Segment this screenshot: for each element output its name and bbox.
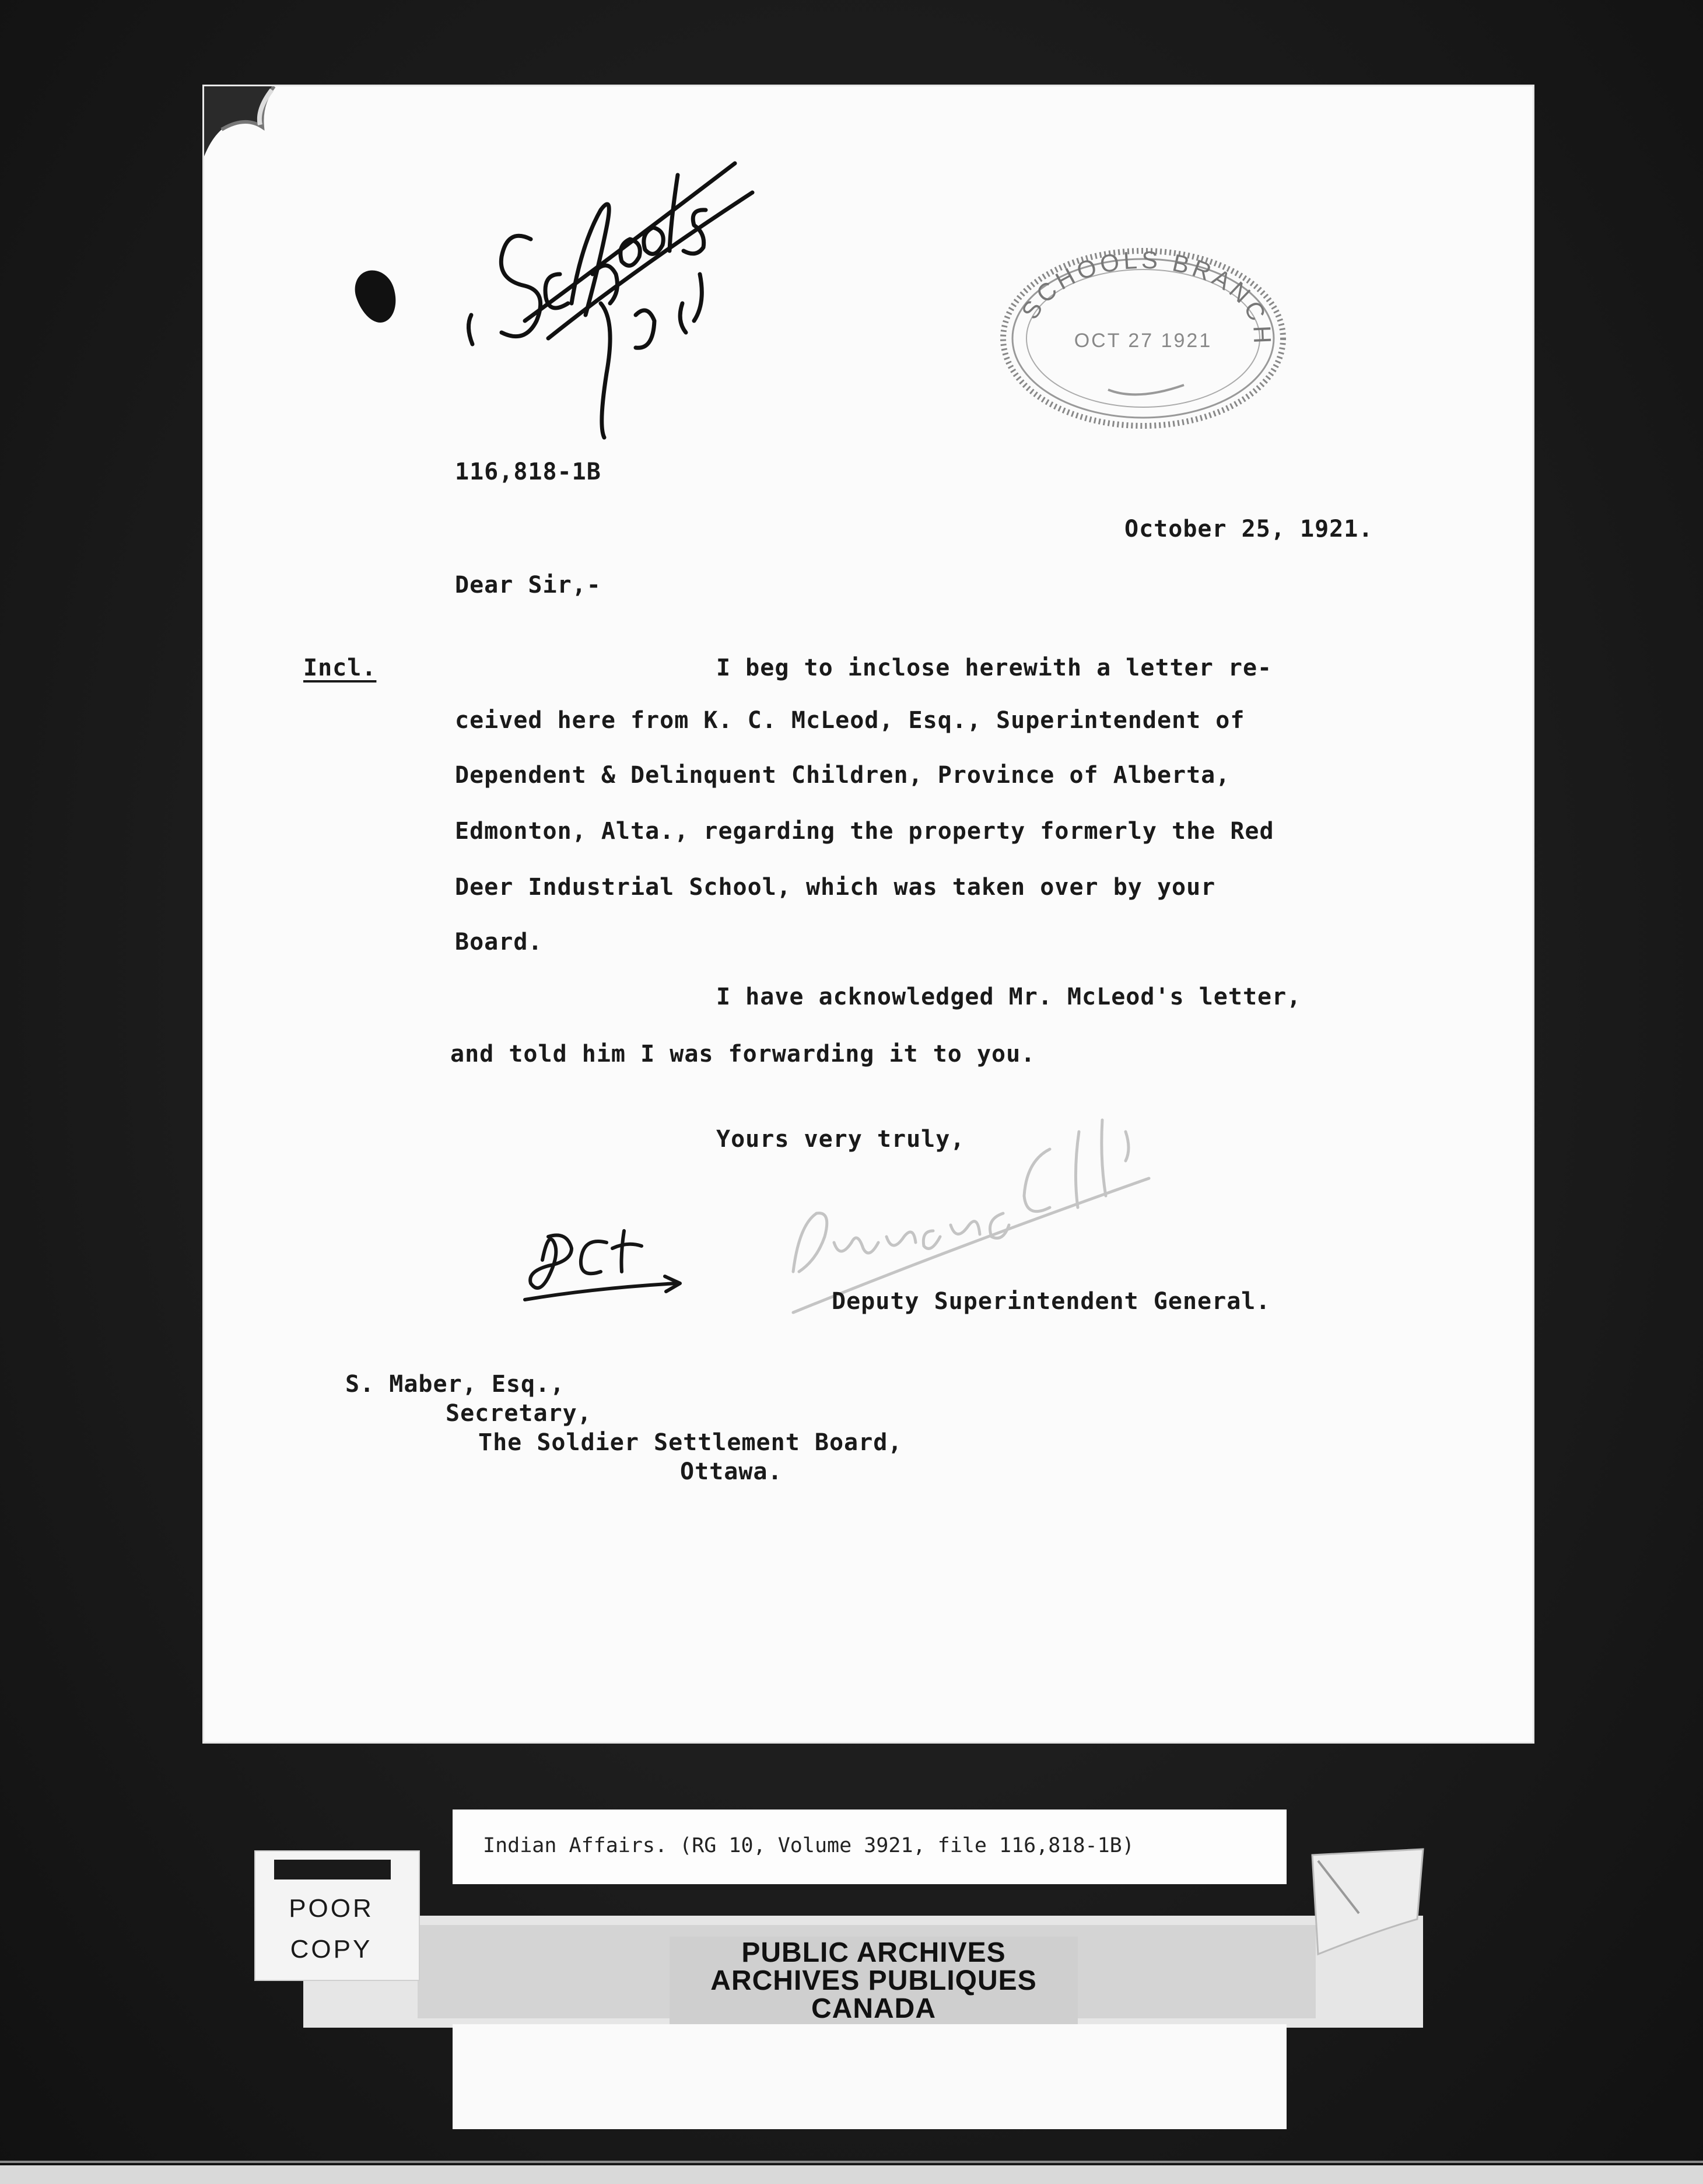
signature — [776, 1097, 1231, 1365]
archive-line: PUBLIC ARCHIVES — [741, 1937, 1006, 1968]
folded-corner — [204, 86, 292, 174]
archive-line: ARCHIVES PUBLIQUES — [710, 1965, 1037, 1996]
archive-citation-card — [453, 1810, 1287, 1884]
handwritten-schools-note — [461, 128, 787, 455]
poor-copy-text: COPY — [290, 1935, 373, 1964]
file-number: 116,818-1B — [455, 459, 601, 485]
addressee-name: S. Maber, Esq., — [345, 1371, 565, 1398]
addressee-city: Ottawa. — [680, 1458, 783, 1485]
public-archives-label — [670, 1937, 1078, 2024]
signature-title: Deputy Superintendent General. — [832, 1288, 1271, 1315]
body-line: I beg to inclose herewith a letter re- — [716, 654, 1273, 681]
closing: Yours very truly, — [716, 1126, 965, 1153]
body-line: Dependent & Delinquent Children, Province of Alberta, — [455, 762, 1231, 789]
film-edge-line — [0, 2161, 1703, 2163]
body-line: ceived here from K. C. McLeod, Esq., Superintendent of — [455, 707, 1245, 734]
poor-copy-note — [258, 1855, 415, 1978]
handwritten-initials — [513, 1208, 712, 1324]
poor-copy-text: POOR — [289, 1894, 374, 1923]
archive-line: CANADA — [811, 1993, 936, 2024]
body-line: and told him I was forwarding it to you. — [450, 1041, 1036, 1068]
salutation: Dear Sir,- — [455, 572, 601, 598]
schools-branch-stamp — [991, 239, 1295, 432]
body-line: Board. — [455, 929, 543, 956]
archive-citation: Indian Affairs. (RG 10, Volume 3921, file 116,818-1B) — [483, 1834, 1134, 1857]
stamp-date: OCT 27 1921 — [1074, 330, 1213, 352]
body-line: Edmonton, Alta., regarding the property formerly the Red — [455, 818, 1274, 845]
stamp-text: SCHOOLS BRANCH — [1016, 246, 1277, 348]
letter-date: October 25, 1921. — [1124, 516, 1373, 542]
letter-page — [204, 86, 1533, 1742]
body-line: Deer Industrial School, which was taken over by your — [455, 874, 1216, 901]
film-edge — [0, 2165, 1703, 2184]
enclosure-note: Incl. — [303, 654, 377, 681]
addressee-title: Secretary, — [446, 1400, 592, 1427]
lower-card — [453, 2024, 1287, 2129]
paper-clip-tab — [1306, 1843, 1435, 1966]
addressee-organization: The Soldier Settlement Board, — [478, 1429, 903, 1456]
body-line: I have acknowledged Mr. McLeod's letter, — [716, 984, 1302, 1010]
